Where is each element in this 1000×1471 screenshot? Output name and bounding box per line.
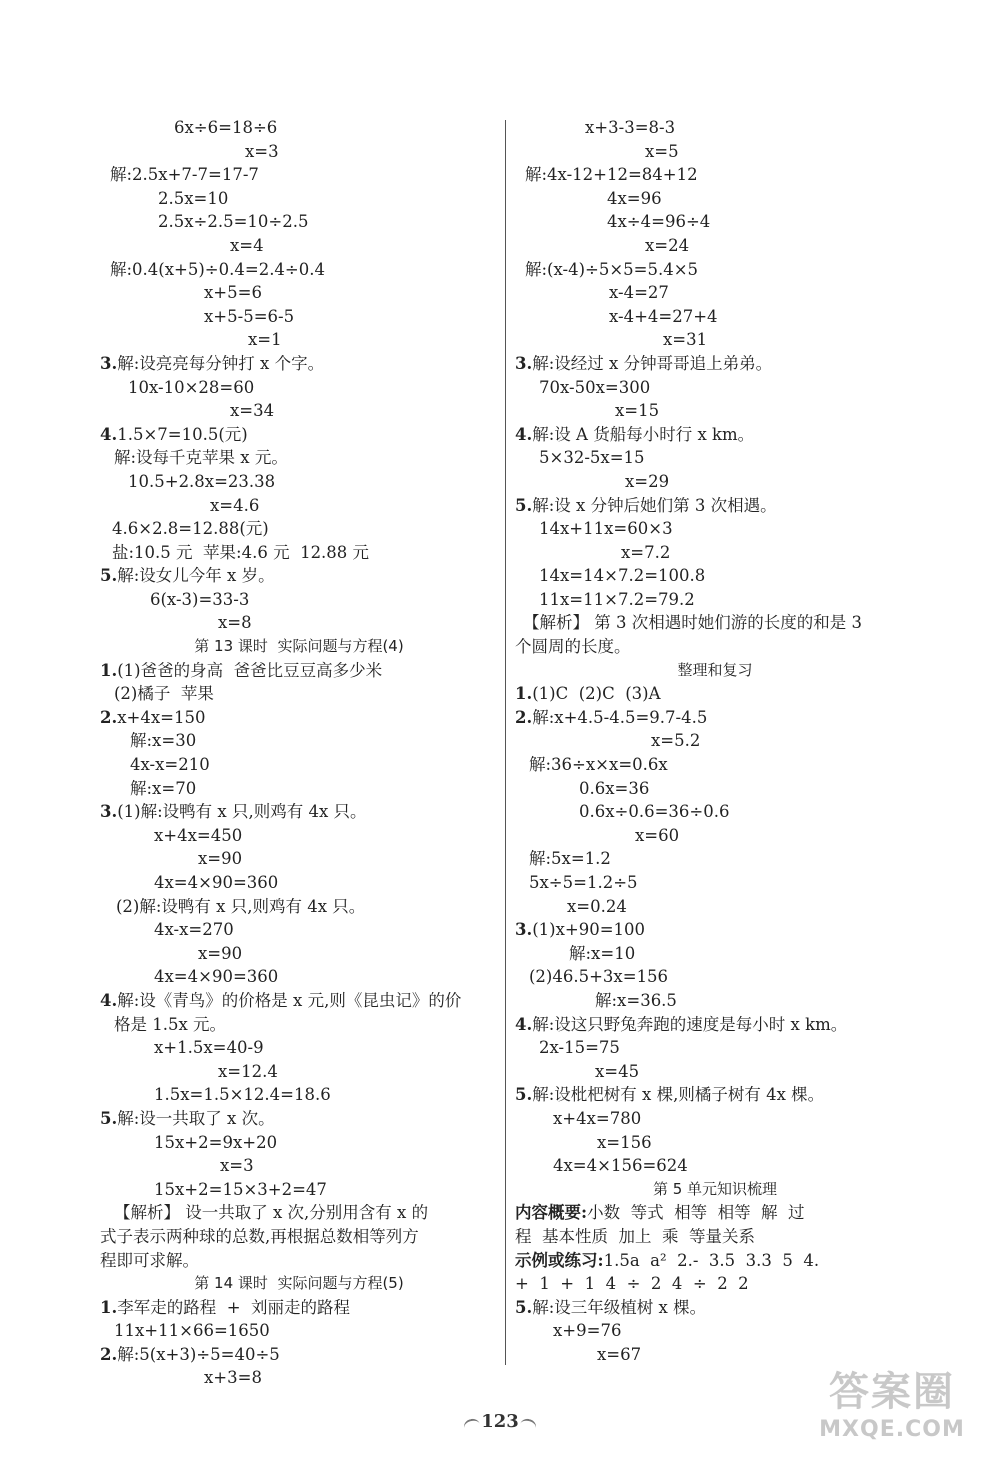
text-line: 2.5x÷2.5=10÷2.5	[158, 212, 309, 232]
text-line: 4x=4×90=360	[154, 873, 279, 892]
section-heading: 第 14 课时 实际问题与方程(5)	[194, 1274, 404, 1293]
text-line: 示例或练习:1.5a a² 2.- 3.5 3.3 5 4.	[515, 1250, 820, 1270]
text-line: 4x-x=270	[154, 920, 234, 940]
text-line: 4.1.5×7=10.5(元)	[100, 424, 248, 444]
text-line: x=0.24	[567, 896, 627, 916]
watermark-url: MXQE.COM	[819, 1417, 965, 1442]
text-line: x=90	[198, 849, 243, 869]
question-number: 5.	[100, 1108, 118, 1128]
text-line: x=67	[597, 1344, 642, 1364]
question-number: 4.	[515, 1014, 533, 1034]
text-line: 3.(1)解:设鸭有 x 只,则鸡有 4x 只。	[100, 802, 367, 822]
text-line: 3.解:设经过 x 分钟哥哥追上弟弟。	[515, 353, 773, 373]
text-line: 1.(1)C (2)C (3)A	[515, 684, 661, 704]
text-line: x=12.4	[218, 1061, 278, 1081]
text-line: 11x+11×66=1650	[114, 1321, 270, 1341]
text-line: 解:0.4(x+5)÷0.4=2.4÷0.4	[110, 259, 325, 279]
text-line: 4.解:设 A 货船每小时行 x km。	[515, 424, 755, 444]
text-line: 解:x=36.5	[595, 990, 677, 1010]
text-line: x=29	[625, 471, 670, 491]
left-column	[100, 116, 498, 1390]
text-line: 4x=4×156=624	[553, 1156, 688, 1176]
text-line: x=15	[615, 401, 660, 421]
text-line: x=90	[198, 943, 243, 963]
text-line: 2.x+4x=150	[100, 707, 206, 727]
text-line: 解:设每千克苹果 x 元。	[114, 448, 288, 468]
section-heading: 整理和复习	[677, 660, 753, 679]
text-line: x-4=27	[609, 283, 669, 303]
text-line: 1.(1)爸爸的身高 爸爸比豆豆高多少米	[100, 660, 383, 680]
text-line: (2)解:设鸭有 x 只,则鸡有 4x 只。	[116, 896, 366, 916]
text-line: 0.6x=36	[579, 778, 650, 798]
question-number: 3.	[100, 802, 118, 822]
text-line: 6(x-3)=33-3	[150, 589, 250, 609]
text-line: x=34	[230, 401, 275, 421]
text-line: 10.5+2.8x=23.38	[128, 471, 276, 491]
question-number: 5.	[515, 1085, 533, 1105]
text-line: 4.解:设这只野兔奔跑的速度是每小时 x km。	[515, 1014, 848, 1034]
text-line: 15x+2=15×3+2=47	[154, 1179, 327, 1199]
text-line: x+4x=780	[553, 1108, 642, 1128]
text-line: 解:(x-4)÷5×5=5.4×5	[525, 259, 699, 279]
text-line: 格是 1.5x 元。	[114, 1014, 227, 1034]
text-line: x=60	[635, 825, 680, 845]
text-line: x+4x=450	[154, 825, 243, 845]
question-number: 内容概要:	[515, 1203, 588, 1223]
text-line: 5.解:设一共取了 x 次。	[100, 1108, 275, 1128]
question-number: 5.	[515, 495, 533, 515]
text-line: 解:2.5x+7-7=17-7	[110, 165, 259, 185]
text-line: (2)46.5+3x=156	[529, 967, 669, 987]
text-line: x=7.2	[621, 542, 671, 562]
text-line: 3.解:设亮亮每分钟打 x 个字。	[100, 353, 325, 373]
question-number: 2.	[100, 1344, 118, 1364]
text-line: 个圆周的长度。	[515, 637, 631, 657]
text-line: + 1 + 1 4 ÷ 2 4 ÷ 2 2	[515, 1274, 749, 1294]
text-line: 15x+2=9x+20	[154, 1132, 278, 1152]
text-line: 4x÷4=96÷4	[607, 212, 711, 232]
text-line: x+3-3=8-3	[585, 118, 676, 137]
question-number: 2.	[515, 707, 533, 727]
text-line: 3.(1)x+90=100	[515, 920, 646, 940]
text-line: 0.6x÷0.6=36÷0.6	[579, 802, 730, 822]
text-line: 解:x=30	[130, 731, 197, 751]
page-number-ornament	[470, 1405, 530, 1445]
text-line: x=4.6	[210, 495, 260, 515]
text-line: (2)橘子 苹果	[114, 684, 214, 704]
ornament-wing-right-icon	[518, 1417, 537, 1435]
text-line: x+1.5x=40-9	[154, 1038, 264, 1058]
question-number: 2.	[100, 707, 118, 727]
text-line: 4.6×2.8=12.88(元)	[112, 519, 269, 539]
text-line: 1.李军走的路程 + 刘丽走的路程	[100, 1297, 351, 1317]
text-line: 10x-10×28=60	[128, 377, 255, 397]
watermark	[802, 1367, 982, 1457]
question-number: 4.	[515, 424, 533, 444]
text-line: x=4	[230, 235, 264, 255]
text-line: x+3=8	[204, 1368, 262, 1388]
text-line: x+5=6	[204, 283, 262, 303]
text-line: 11x=11×7.2=79.2	[539, 589, 695, 609]
text-line: x+9=76	[553, 1321, 622, 1341]
text-line: 【解析】 第 3 次相遇时她们游的长度的和是 3	[523, 613, 862, 633]
text-line: 2.5x=10	[158, 188, 229, 208]
text-line: 5.解:设三年级植树 x 棵。	[515, 1297, 707, 1317]
text-line: x=5.2	[651, 731, 701, 751]
right-column	[515, 116, 915, 1366]
question-number: 3.	[515, 353, 533, 373]
section-heading: 第 5 单元知识梳理	[652, 1179, 778, 1198]
text-line: x=1	[248, 330, 282, 350]
text-line: 5.解:设 x 分钟后她们第 3 次相遇。	[515, 495, 777, 515]
column-divider	[505, 120, 506, 1365]
question-number: 4.	[100, 990, 118, 1010]
watermark-logo: 答案圈	[829, 1369, 955, 1415]
text-line: x=8	[218, 613, 252, 633]
section-heading: 第 13 课时 实际问题与方程(4)	[194, 637, 404, 656]
text-line: x-4+4=27+4	[609, 306, 718, 326]
text-line: 2.解:x+4.5-4.5=9.7-4.5	[515, 707, 708, 727]
question-number: 3.	[100, 353, 118, 373]
text-line: 2.解:5(x+3)÷5=40÷5	[100, 1344, 280, 1364]
text-line: 5.解:设女儿今年 x 岁。	[100, 566, 275, 586]
question-number: 1.	[100, 660, 118, 680]
text-line: x=156	[597, 1132, 652, 1152]
text-line: 14x=14×7.2=100.8	[539, 566, 706, 586]
text-line: x+5-5=6-5	[204, 306, 295, 326]
text-line: 5x÷5=1.2÷5	[529, 873, 638, 892]
text-line: 70x-50x=300	[539, 377, 651, 397]
text-line: 5×32-5x=15	[539, 448, 645, 468]
text-line: x=3	[220, 1156, 254, 1176]
text-line: x=45	[595, 1061, 640, 1081]
question-number: 1.	[515, 684, 533, 704]
question-number: 示例或练习:	[515, 1250, 604, 1270]
text-line: 6x÷6=18÷6	[174, 118, 278, 137]
text-line: 14x+11x=60×3	[539, 519, 673, 539]
text-line: 程 基本性质 加上 乘 等量关系	[515, 1226, 755, 1246]
page-number: 123	[481, 1411, 519, 1432]
text-line: 解:36÷x×x=0.6x	[529, 755, 668, 775]
text-line: 4x=96	[607, 188, 662, 208]
question-number: 3.	[515, 920, 533, 940]
text-line: x=24	[645, 235, 690, 255]
text-line: 【解析】 设一共取了 x 次,分别用含有 x 的	[114, 1203, 429, 1223]
text-line: 解:x=70	[130, 778, 197, 798]
text-line: 解:x=10	[569, 943, 636, 963]
question-number: 5.	[100, 566, 118, 586]
text-line: x=5	[645, 141, 679, 161]
question-number: 1.	[100, 1297, 118, 1317]
text-line: 1.5x=1.5×12.4=18.6	[154, 1085, 331, 1105]
text-line: 2x-15=75	[539, 1038, 620, 1058]
text-line: 4x=4×90=360	[154, 967, 279, 987]
text-line: 解:4x-12+12=84+12	[525, 165, 698, 185]
question-number: 5.	[515, 1297, 533, 1317]
text-line: 式子表示两种球的总数,再根据总数相等列方	[100, 1226, 419, 1246]
text-line: 盐:10.5 元 苹果:4.6 元 12.88 元	[112, 542, 370, 562]
text-line: 解:5x=1.2	[529, 849, 611, 869]
text-line: x=3	[245, 141, 279, 161]
text-line: x=31	[663, 330, 708, 350]
text-line: 4x-x=210	[130, 755, 210, 775]
text-line: 4.解:设《青鸟》的价格是 x 元,则《昆虫记》的价	[100, 990, 462, 1010]
text-line: 5.解:设枇杷树有 x 棵,则橘子树有 4x 棵。	[515, 1085, 825, 1105]
question-number: 4.	[100, 424, 118, 444]
text-line: 内容概要:小数 等式 相等 相等 解 过	[515, 1203, 805, 1223]
text-line: 程即可求解。	[100, 1250, 199, 1270]
